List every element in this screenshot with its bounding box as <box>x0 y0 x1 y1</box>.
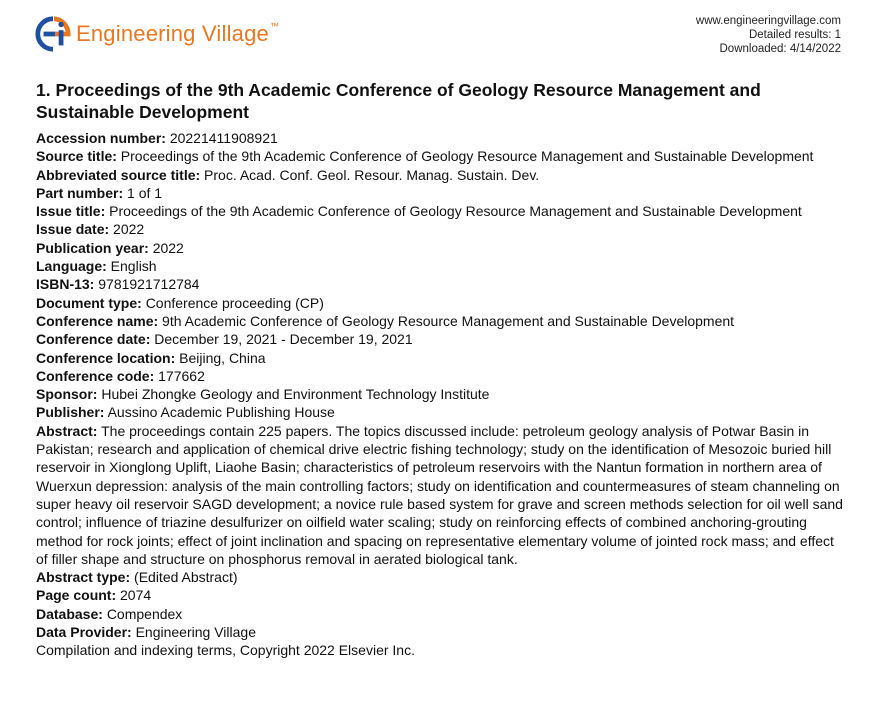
field-part-number: Part number: 1 of 1 <box>36 184 163 201</box>
logo-wordmark: Engineering Village™ <box>76 21 280 46</box>
field-abstract-type: Abstract type: (Edited Abstract) <box>36 569 238 586</box>
field-sponsor: Sponsor: Hubei Zhongke Geology and Environment Technology Institute <box>36 386 490 403</box>
field-issue-date: Issue date: 2022 <box>36 221 145 238</box>
field-conference-date: Conference date: December 19, 2021 - December 19, 2021 <box>36 331 413 348</box>
field-publisher: Publisher: Aussino Academic Publishing House <box>36 404 335 421</box>
field-conference-name: Conference name: 9th Academic Conference of Geology Resource Management and Sustainable Development <box>36 312 735 329</box>
field-publication-year: Publication year: 2022 <box>36 239 184 256</box>
field-conference-location: Conference location: Beijing, China <box>36 349 266 366</box>
ev-logo-icon <box>34 15 72 53</box>
download-meta <box>696 14 841 56</box>
field-accession-number: Accession number: 20221411908921 <box>36 130 278 146</box>
field-language: Language: English <box>36 258 157 275</box>
field-isbn-13: ISBN-13: 9781921712784 <box>36 276 200 293</box>
detailed-results-count: Detailed results: 1 <box>748 29 841 41</box>
field-data-provider: Data Provider: Engineering Village <box>36 624 256 641</box>
field-conference-code: Conference code: 177662 <box>36 367 205 384</box>
field-abbreviated-source-title: Abbreviated source title: Proc. Acad. Conf. Geol. Resour. Manag. Sustain. Dev. <box>36 166 540 183</box>
page-header <box>0 0 876 70</box>
copyright-notice: Compilation and indexing terms, Copyright 2022 Elsevier Inc. <box>36 642 415 659</box>
field-abstract: Abstract: The proceedings contain 225 papers. The topics discussed include: petroleum geology analysis of Potwar Basin in Pakistan; research and application of chemical drive electric fishing technology; study on the identification of Mesozoic buried hill reservoir in Xionglong Uplift, Liaohe Basin; characteristics of petroleum reservoirs with the Nantun formation in northern area of Wuerxun depression: analysis of the main controlling factors; study on identification and countermeasures of steam channeling on super heavy oil reservoir SAGD development; a novice rule based system for grave and screen methods selection for oil well sand control; influence of triazine desulfurizer on oilfield water scaling; study on reinforcing effects of combined anchoring-grouting method for rock joints; effect of joint inclination and spacing on representative elementary volume of jointed rock mass; and effect of filler shape and structure on phosphorus removal in aerated biological tank. <box>36 422 843 567</box>
field-document-type: Document type: Conference proceeding (CP) <box>36 294 324 311</box>
engineering-village-logo <box>34 15 279 53</box>
field-issue-title: Issue title: Proceedings of the 9th Academic Conference of Geology Resource Management and Sustainable Development <box>36 203 802 220</box>
field-source-title: Source title: Proceedings of the 9th Academic Conference of Geology Resource Management and Sustainable Development <box>36 148 814 165</box>
download-date: Downloaded: 4/14/2022 <box>719 43 841 55</box>
field-database: Database: Compendex <box>36 605 183 622</box>
field-page-count: Page count: 2074 <box>36 587 152 604</box>
record <box>36 79 846 660</box>
record-title: 1. Proceedings of the 9th Academic Conference of Geology Resource Management and Sustainable Development <box>36 80 761 122</box>
site-url: www.engineeringvillage.com <box>695 15 841 27</box>
record-fields <box>36 129 846 660</box>
